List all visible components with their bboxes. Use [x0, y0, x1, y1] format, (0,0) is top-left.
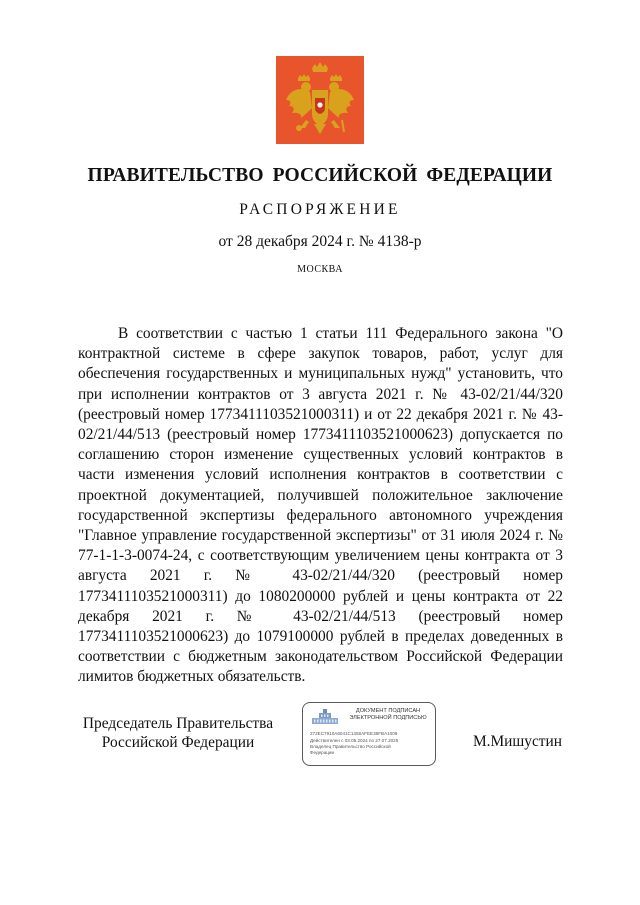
stamp-owner: Федерации [310, 750, 335, 755]
order-paragraph: В соответствии с частью 1 статьи 111 Федерального закона "О контрактной системе в сфере закупок товаров, работ, услуг для обеспечения государственных и муниципальных нужд" установить, что при исполнении контрактов от 3 августа 2021 г. № 43-02/21/44/320 (реестровый номер 1773411103521000311) и от 22 декабря 2021 г. № 43-02/21/44/513 (реестровый номер 1773411103521000623) допускается по соглашению сторон изменение существенных условий контрактов в части изменения условий исполнения контрактов в соответствии с проектной документацией, получившей положительное заключение государственной экспертизы федерального автономного учреждения "Главное управление государственной экспертизы" от 31 июля 2024 г. № 77-1-1-3-0074-24, с соответствующим увеличением цены контракта от 3 августа 2021 г. № 43-02/21/44/320 (реестровый номер 1773411103521000311) до 1080200000 рублей и цены контракта от 22 декабря 2021 г. № 43-02/21/44/513 (реестровый номер 1773411103521000623) до 1079100000 рублей в пределах доведенных в соответствии с бюджетным законодательством Российской Федерации лимитов бюджетных обязательств. [78, 325, 563, 686]
signer-name: М.Мишустин [472, 733, 562, 750]
document-date-number: от 28 декабря 2024 г. № 4138-р [218, 233, 422, 250]
government-title: ПРАВИТЕЛЬСТВО РОССИЙСКОЙ ФЕДЕРАЦИИ [87, 165, 553, 186]
document-city: МОСКВА [297, 264, 343, 275]
document-type: РАСПОРЯЖЕНИЕ [239, 201, 401, 218]
government-building-icon [311, 708, 339, 725]
stamp-certificate-number: 272EC7910A6041C1458AFEE38FBA1009 [310, 731, 398, 736]
electronic-signature-stamp [302, 702, 436, 766]
double-headed-eagle-icon [276, 56, 364, 144]
signer-title: Председатель Правительства Российской Федерации [82, 715, 274, 751]
coat-of-arms-emblem [276, 56, 364, 144]
stamp-heading-line: ЭЛЕКТРОННОЙ ПОДПИСЬЮ [349, 715, 427, 721]
stamp-owner: Владелец Правительство Российской [310, 744, 391, 749]
stamp-validity: Действителен с 03.05.2024 по 27.07.2025 [310, 738, 399, 743]
stamp-heading [343, 708, 433, 722]
stamp-heading-line: ДОКУМЕНТ ПОДПИСАН [355, 708, 421, 714]
